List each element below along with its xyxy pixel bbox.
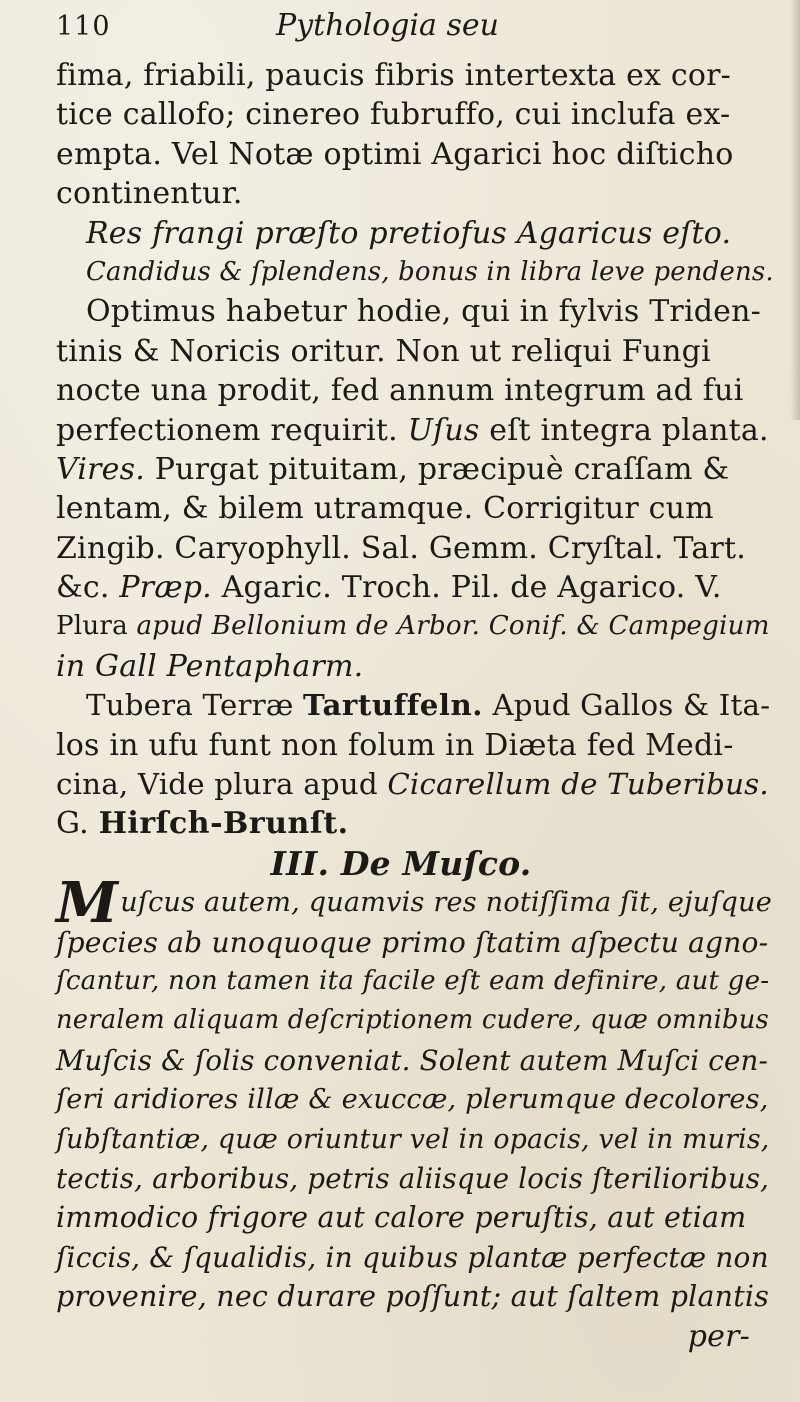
text-fragment: Res frangi præſto pretiofus Agaricus eſto. [86, 215, 732, 251]
text-fragment: Plura [56, 611, 137, 642]
body-text [56, 56, 776, 844]
text-line: ſpecies ab unoquoque primo ſtatim aſpectu agno- [56, 925, 769, 959]
text-fragment: tice callofo; cinereo fubruffo, cui inclufa ex- [56, 97, 731, 133]
text-line: ſubſtantiæ, quæ oriuntur vel in opacis, vel in muris, [56, 1123, 770, 1155]
catchword: per- [687, 1318, 750, 1354]
text-line: ſcantur, non tamen ita facile eſt eam definire, aut ge- [56, 965, 770, 996]
text-fragment: Tubera Terræ [86, 688, 304, 723]
text-line [56, 332, 776, 371]
text-fragment: Tartuffeln. [303, 688, 483, 723]
text-line: ſiccis, & ſqualidis, in quibus plantæ perfectæ non [56, 1240, 769, 1274]
text-fragment: Uſus [407, 412, 480, 448]
text-fragment: eſt integra planta. [479, 412, 769, 448]
running-head: Pythologia seu [276, 8, 499, 43]
text-line: immodico frigore aut calore peruſtis, aut etiam [56, 1201, 747, 1235]
text-line [56, 568, 776, 607]
text-line [56, 411, 776, 450]
text-line: provenire, nec durare poſſunt; aut ſaltem plantis [56, 1280, 770, 1314]
text-line [56, 529, 776, 568]
page-number: 110 [56, 11, 111, 42]
text-fragment: Zingib. Caryophyll. Sal. Gemm. Cryſtal. Tart. [56, 530, 747, 566]
text-line: Muſcis & ſolis conveniat. Solent autem Muſci cen- [56, 1043, 769, 1077]
text-fragment: Præp. [119, 570, 212, 606]
text-line: neralem aliquam deſcriptionem cudere, quæ omnibus [56, 1005, 769, 1036]
text-line [56, 214, 776, 253]
text-fragment: Apud Gallos & Ita- [482, 688, 771, 723]
text-fragment: los in ufu funt non folum in Diæta fed Medi- [56, 727, 734, 763]
text-fragment: Vires. [56, 451, 145, 487]
text-line: ſeri aridiores illæ & exuccæ, plerumque decolores, [56, 1084, 769, 1116]
text-fragment: lentam, & bilem utramque. Corrigitur cum [56, 491, 714, 527]
text-fragment: Candidus & ſplendens, bonus in libra leve pendens. [86, 256, 774, 287]
text-line [56, 647, 776, 686]
text-line: tectis, arboribus, petris aliisque locis ſterilioribus, [56, 1161, 770, 1195]
text-line [56, 95, 776, 134]
text-line [56, 765, 776, 804]
text-line [56, 489, 776, 528]
text-fragment: G. [56, 806, 99, 842]
text-fragment: cina, Vide plura apud [56, 767, 388, 802]
text-fragment: &c. [56, 570, 120, 606]
line-text: uſcus autem, quamvis res notiſſima ſit, ejuſque [120, 887, 772, 919]
musco-paragraph [56, 870, 776, 1316]
text-line [56, 371, 776, 410]
text-line [56, 870, 776, 937]
drop-cap: M [56, 870, 119, 937]
text-line [56, 253, 776, 292]
section-heading [56, 844, 776, 883]
text-line [56, 726, 776, 765]
text-fragment: fima, friabili, paucis fibris intertexta ex cor- [56, 58, 732, 93]
text-line [56, 450, 776, 489]
text-line [56, 135, 776, 174]
text-fragment: continentur. [56, 176, 243, 212]
text-fragment: Agaric. Troch. Pil. de Agarico. V. [211, 570, 722, 606]
page-header [56, 8, 776, 56]
text-fragment: in Gall Pentapharm. [56, 648, 364, 684]
text-fragment: Cicarellum de Tuberibus. [387, 767, 769, 802]
text-line [56, 292, 776, 331]
section-heading-text: III. De Muſco. [270, 843, 532, 883]
text-fragment: apud Bellonium de Arbor. Conif. & Campegium [136, 611, 770, 642]
page-edge-shadow [790, 0, 800, 420]
text-fragment: tinis & Noricis oritur. Non ut reliqui Fungi [56, 333, 711, 369]
text-fragment: Optimus habetur hodie, qui in fylvis Triden- [86, 294, 761, 330]
text-line [56, 804, 776, 843]
text-line [56, 56, 776, 95]
text-fragment: nocte una prodit, fed annum integrum ad fui [56, 373, 744, 409]
text-fragment: Hirſch-Brunſt. [98, 806, 349, 842]
text-line [56, 686, 776, 725]
text-fragment: empta. Vel Notæ optimi Agarici hoc diſticho [56, 136, 734, 172]
text-fragment: perfectionem requirit. [56, 412, 408, 448]
text-line [56, 174, 776, 213]
text-fragment: Purgat pituitam, præcipuè craſſam & [144, 451, 730, 487]
text-line [56, 607, 776, 646]
